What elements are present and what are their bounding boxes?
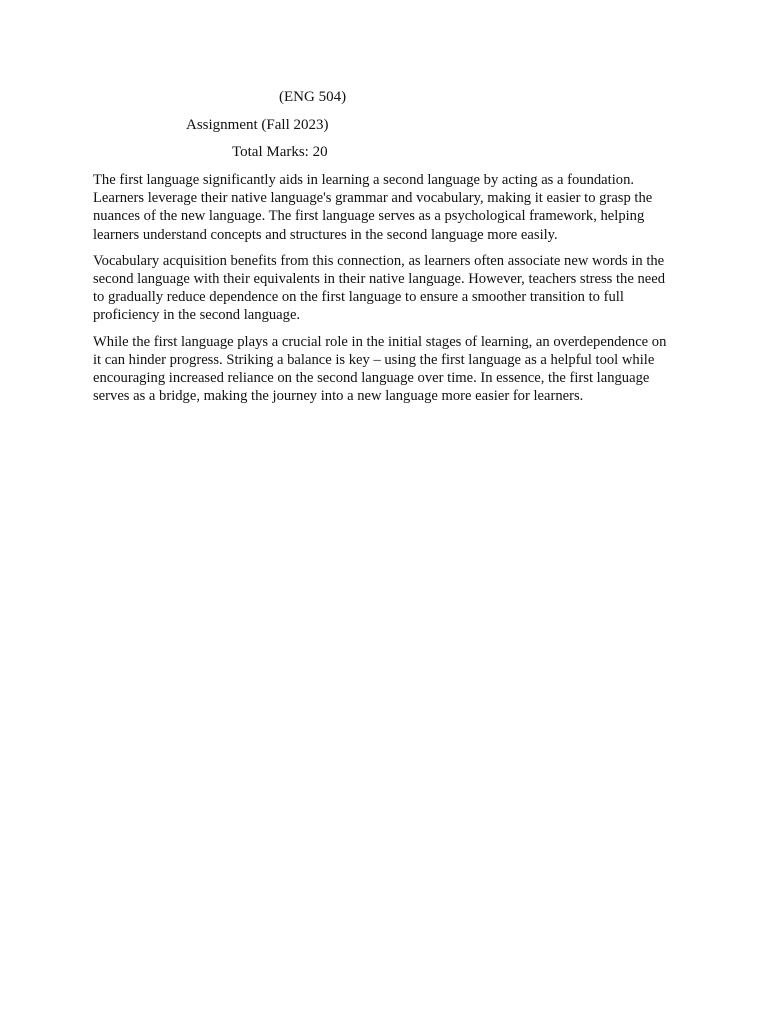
- total-marks: Total Marks: 20: [232, 144, 328, 160]
- paragraph-2: Vocabulary acquisition benefits from this connection, as learners often associate new words in the second language with their equivalents in their native language. However, teachers stress the need to gradually reduce dependence on the first language to ensure a smoother transition to full proficiency in the second language.: [93, 252, 666, 324]
- document-body: [93, 171, 678, 413]
- paragraph-3: While the first language plays a crucial role in the initial stages of learning, an overdependence on it can hinder progress. Striking a balance is key – using the first language as a helpful tool while encouraging increased reliance on the second language over time. In essence, the first language serves as a bridge, making the journey into a new language more easier for learners.: [93, 333, 667, 405]
- assignment-title: Assignment (Fall 2023): [186, 117, 329, 133]
- course-code: (ENG 504): [279, 89, 347, 105]
- paragraph-1: The first language significantly aids in learning a second language by acting as a foundation. Learners leverage their native language's grammar and vocabulary, making it easier to grasp the nuances of the new language. The first language serves as a psychological framework, helping learners understand concepts and structures in the second language more easily.: [93, 172, 653, 243]
